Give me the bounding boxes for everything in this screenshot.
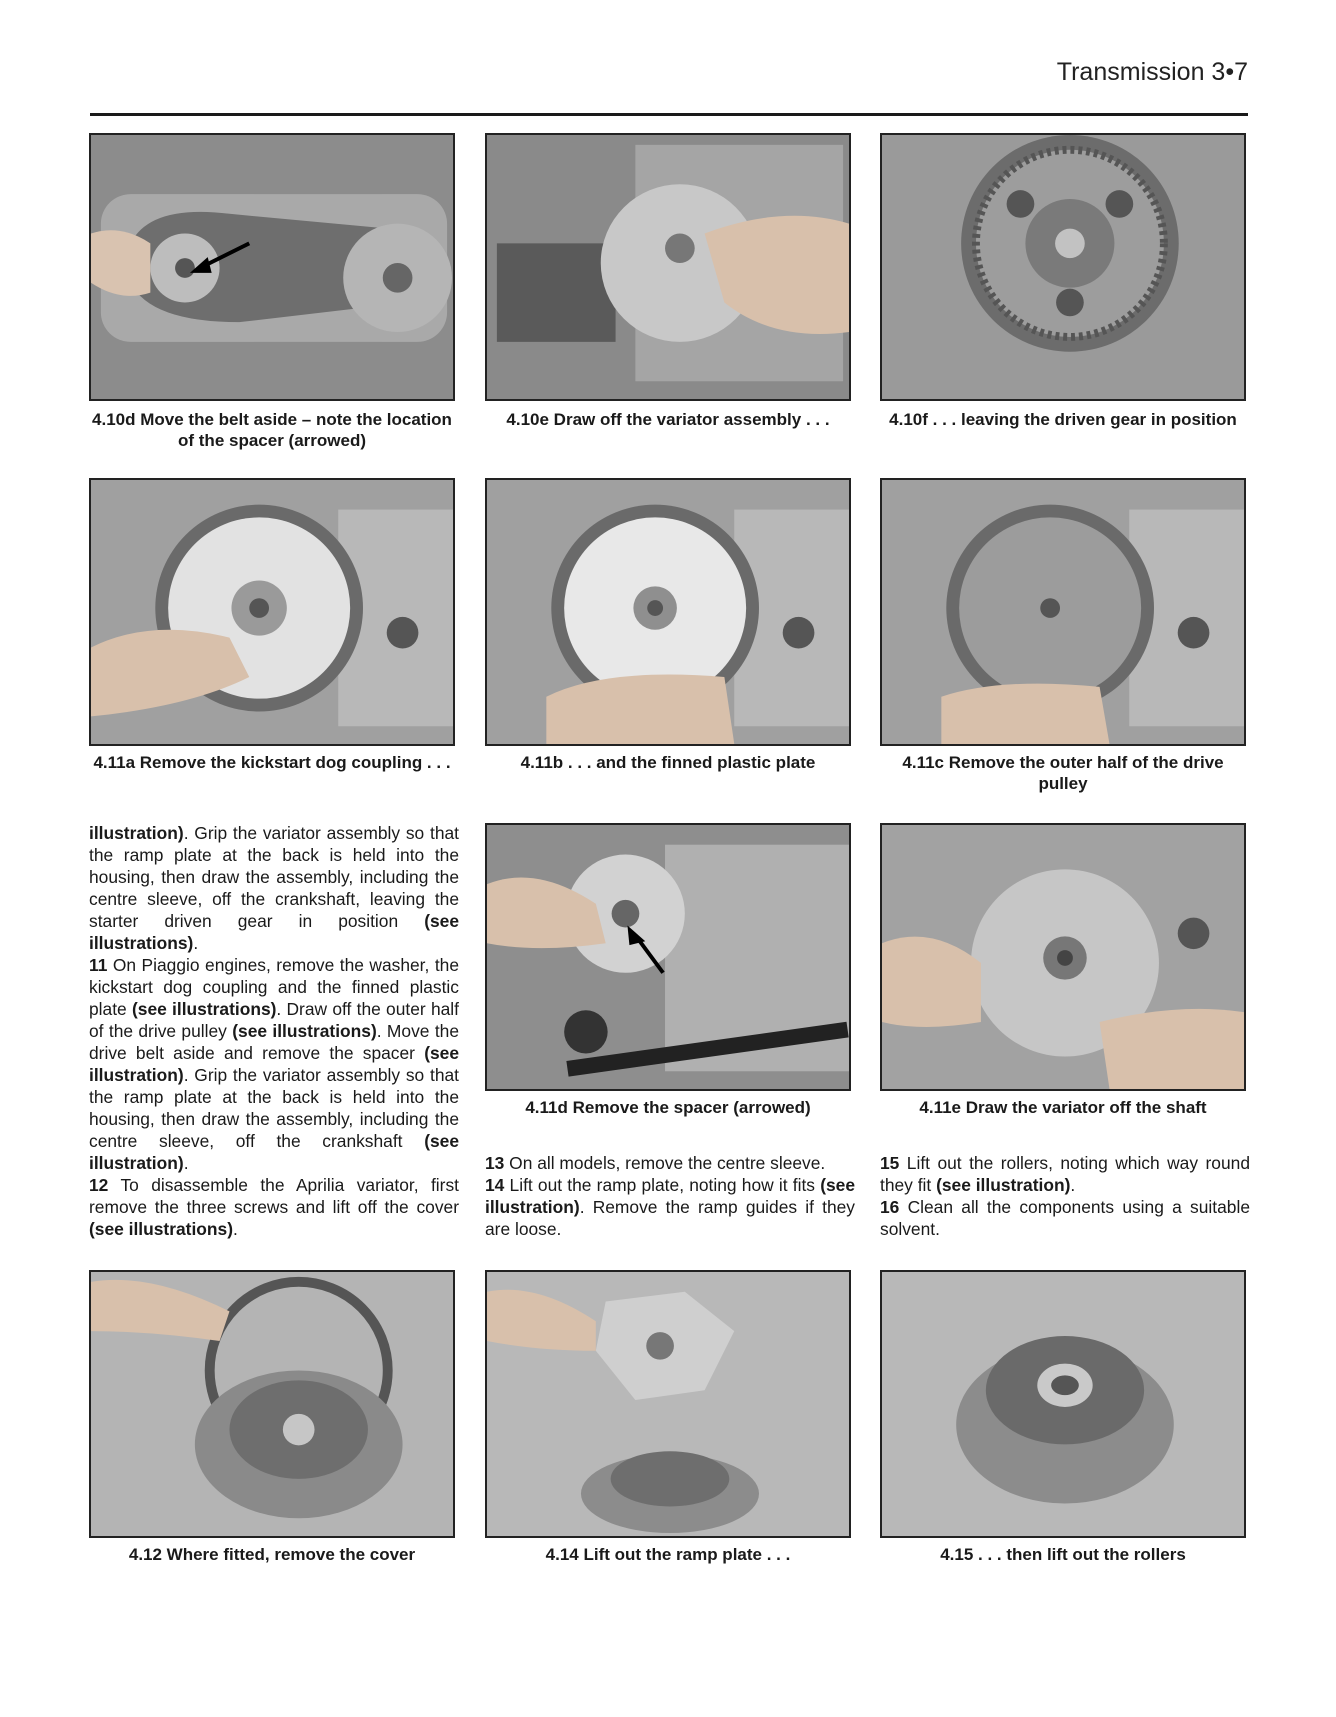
text-column-left (89, 822, 459, 1240)
caption-4-11a: 4.11a Remove the kickstart dog coupling . . . (93, 753, 451, 772)
caption-4-10e: 4.10e Draw off the variator assembly . . . (506, 410, 830, 429)
step-number: 13 (485, 1153, 505, 1173)
caption-4-11c: 4.11c Remove the outer half of the drive pulley (902, 753, 1224, 793)
caption-4-14: 4.14 Lift out the ramp plate . . . (545, 1545, 791, 1564)
text-run: . (193, 933, 199, 953)
bold-ref: (see illustration) (936, 1175, 1071, 1195)
step-number: 16 (880, 1197, 900, 1217)
photo-4-11c (880, 478, 1246, 746)
bold-ref: (see illustrations) (89, 1219, 233, 1239)
caption-4-11d: 4.11d Remove the spacer (arrowed) (525, 1098, 811, 1117)
text-run: . Move the drive belt aside and remove the spacer (89, 1021, 459, 1063)
photo-4-11b (485, 478, 851, 746)
text-column-middle (485, 1152, 855, 1240)
caption-4-15: 4.15 . . . then lift out the rollers (940, 1545, 1186, 1564)
paragraph-14 (485, 1174, 855, 1240)
text-run: Lift out the ramp plate, noting how it fits (504, 1175, 821, 1195)
step-number: 14 (485, 1175, 505, 1195)
text-run: Clean all the components using a suitable solvent. (880, 1197, 1250, 1239)
paragraph-10-continued (89, 822, 459, 954)
caption-4-11b: 4.11b . . . and the finned plastic plate (520, 753, 816, 772)
header-rule (90, 113, 1248, 116)
text-run: On all models, remove the centre sleeve. (504, 1153, 826, 1173)
photo-4-10d (89, 133, 455, 401)
caption-4-10d: 4.10d Move the belt aside – note the location of the spacer (arrowed) (92, 410, 452, 450)
text-run: On Piaggio engines, remove the washer, the kickstart dog coupling and the finned plastic plate (89, 955, 459, 1019)
step-number: 15 (880, 1153, 900, 1173)
text-run: . Remove the ramp guides if they are loose. (485, 1197, 855, 1239)
photo-4-10f (880, 133, 1246, 401)
text-run: To disassemble the Aprilia variator, first remove the three screws and lift off the cover (89, 1175, 459, 1217)
text-column-right (880, 1152, 1250, 1240)
photo-4-11a (89, 478, 455, 746)
step-number: 11 (89, 955, 108, 975)
bold-ref: (see illustrations) (89, 911, 459, 953)
text-run: Lift out the rollers, noting which way round they fit (880, 1153, 1250, 1195)
paragraph-13 (485, 1152, 855, 1174)
photo-4-11e (880, 823, 1246, 1091)
bold-ref: (see illustration) (485, 1175, 855, 1217)
bold-ref: (see illustrations) (232, 1021, 377, 1041)
photo-4-11d (485, 823, 851, 1091)
step-number: 12 (89, 1175, 109, 1195)
caption-4-10f: 4.10f . . . leaving the driven gear in position (889, 410, 1237, 429)
paragraph-16 (880, 1196, 1250, 1240)
text-run: . Grip the variator assembly so that the ramp plate at the back is held into the housing, then draw the assembly, including the centre sleeve, off the crankshaft, leaving the starter driven gear in position (89, 823, 459, 931)
bold-ref: (see illustration) (89, 1131, 459, 1173)
text-run: . (233, 1219, 238, 1239)
caption-4-12: 4.12 Where fitted, remove the cover (128, 1545, 416, 1564)
text-run: . Grip the variator assembly so that the ramp plate at the back is held into the housing, then draw the assembly, including the centre sleeve, off the crankshaft (89, 1065, 459, 1151)
text-run: . (183, 1153, 189, 1173)
paragraph-11 (89, 954, 459, 1174)
photo-4-10e (485, 133, 851, 401)
bold-ref: illustration) (89, 823, 184, 843)
photo-4-15 (880, 1270, 1246, 1538)
paragraph-12 (89, 1174, 459, 1240)
page-title: Transmission 3•7 (1056, 58, 1248, 86)
photo-4-12 (89, 1270, 455, 1538)
bold-ref: (see illustrations) (131, 999, 277, 1019)
paragraph-15 (880, 1152, 1250, 1196)
photo-4-14 (485, 1270, 851, 1538)
caption-4-11e: 4.11e Draw the variator off the shaft (919, 1098, 1207, 1117)
text-run: . (1070, 1175, 1076, 1195)
page-header (90, 0, 1248, 117)
text-run: . Draw off the outer half of the drive pulley (89, 999, 459, 1041)
bold-ref: (see illustration) (89, 1043, 459, 1085)
